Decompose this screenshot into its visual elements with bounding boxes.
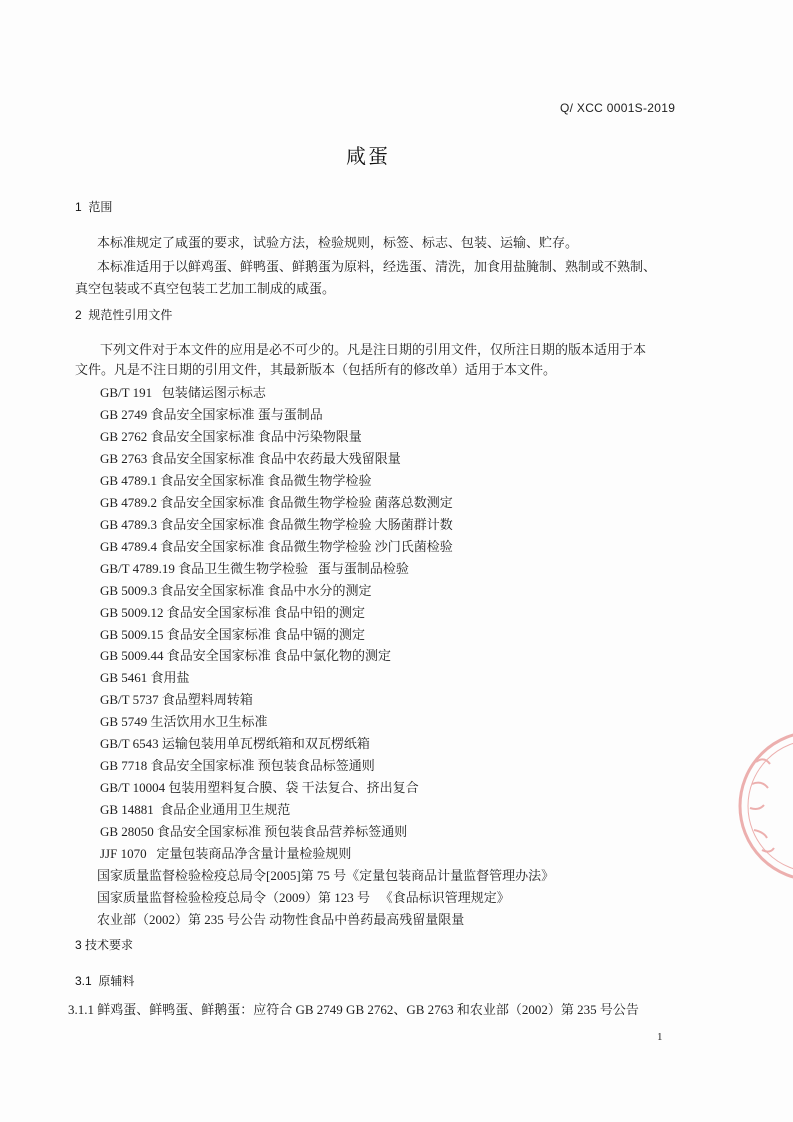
reference-item: GB 2762 食品安全国家标准 食品中污染物限量 (100, 428, 362, 444)
clause-3-1-1: 3.1.1 鲜鸡蛋、鲜鸭蛋、鲜鹅蛋：应符合 GB 2749 GB 2762、GB 2763 和农业部（2002）第 235 号公告 (68, 1002, 639, 1017)
paragraph-line: 下列文件对于本文件的应用是必不可少的。凡是注日期的引用文件，仅所注日期的版本适用于本 (100, 342, 647, 357)
seal-stamp (726, 722, 793, 892)
reference-item: GB 4789.2 食品安全国家标准 食品微生物学检验 菌落总数测定 (100, 494, 453, 510)
reference-item: GB 14881 食品企业通用卫生规范 (100, 802, 291, 817)
reference-item: 农业部（2002）第 235 号公告 动物性食品中兽药最高残留量限量 (97, 911, 465, 927)
reference-item: GB 28050 食品安全国家标准 预包装食品营养标签通则 (100, 824, 408, 839)
reference-item: GB 4789.1 食品安全国家标准 食品微生物学检验 (100, 472, 372, 488)
reference-item: GB/T 4789.19 食品卫生微生物学检验 蛋与蛋制品检验 (100, 560, 409, 576)
paragraph-line: 真空包装或不真空包装工艺加工制成的咸蛋。 (75, 281, 336, 296)
reference-item: GB 7718 食品安全国家标准 预包装食品标签通则 (100, 758, 375, 774)
reference-item: GB 4789.3 食品安全国家标准 食品微生物学检验 大肠菌群计数 (100, 516, 453, 532)
reference-item: GB 2763 食品安全国家标准 食品中农药最大残留限量 (100, 450, 401, 466)
reference-item: GB 5009.12 食品安全国家标准 食品中铅的测定 (100, 604, 366, 620)
reference-item: GB/T 5737 食品塑料周转箱 (100, 692, 253, 708)
reference-item: 国家质量监督检验检疫总局令（2009）第 123 号 《食品标识管理规定》 (97, 889, 510, 905)
paragraph-line: 本标准适用于以鲜鸡蛋、鲜鸭蛋、鲜鹅蛋为原料，经选蛋、清洗，加食用盐腌制、熟制或不熟制、 (97, 259, 657, 274)
reference-item: GB/T 6543 运输包装用单瓦楞纸箱和双瓦楞纸箱 (100, 736, 370, 752)
section-3-heading: 3 技术要求 (75, 938, 134, 952)
document-title: 咸蛋 (346, 146, 390, 168)
reference-item: GB 5009.44 食品安全国家标准 食品中氯化物的测定 (100, 648, 392, 664)
reference-item: GB 5009.3 食品安全国家标准 食品中水分的测定 (100, 582, 372, 598)
section-2-heading: 2 规范性引用文件 (75, 308, 173, 322)
reference-item: JJF 1070 定量包装商品净含量计量检验规则 (100, 846, 352, 861)
section-3-1-heading: 3.1 原辅料 (75, 974, 135, 988)
standard-number: Q/ XCC 0001S-2019 (560, 101, 676, 115)
section-1-heading: 1 范围 (75, 200, 113, 214)
reference-item: GB 5749 生活饮用水卫生标准 (100, 714, 268, 730)
reference-item: GB 5461 食用盐 (100, 670, 190, 686)
page-number: 1 (657, 1031, 663, 1043)
reference-item: GB/T 10004 包装用塑料复合膜、袋 干法复合、挤出复合 (100, 780, 419, 796)
reference-item: 国家质量监督检验检疫总局令[2005]第 75 号《定量包装商品计量监督管理办法》 (97, 867, 555, 883)
paragraph-line: 文件。凡是不注日期的引用文件，其最新版本（包括所有的修改单）适用于本文件。 (75, 362, 557, 377)
reference-item: GB/T 191 包装储运图示标志 (100, 385, 266, 400)
reference-item: GB 4789.4 食品安全国家标准 食品微生物学检验 沙门氏菌检验 (100, 538, 453, 554)
reference-item: GB 5009.15 食品安全国家标准 食品中镉的测定 (100, 626, 366, 642)
reference-item: GB 2749 食品安全国家标准 蛋与蛋制品 (100, 406, 323, 422)
paragraph-line: 本标准规定了咸蛋的要求，试验方法，检验规则，标签、标志、包装、运输、贮存。 (97, 235, 579, 250)
